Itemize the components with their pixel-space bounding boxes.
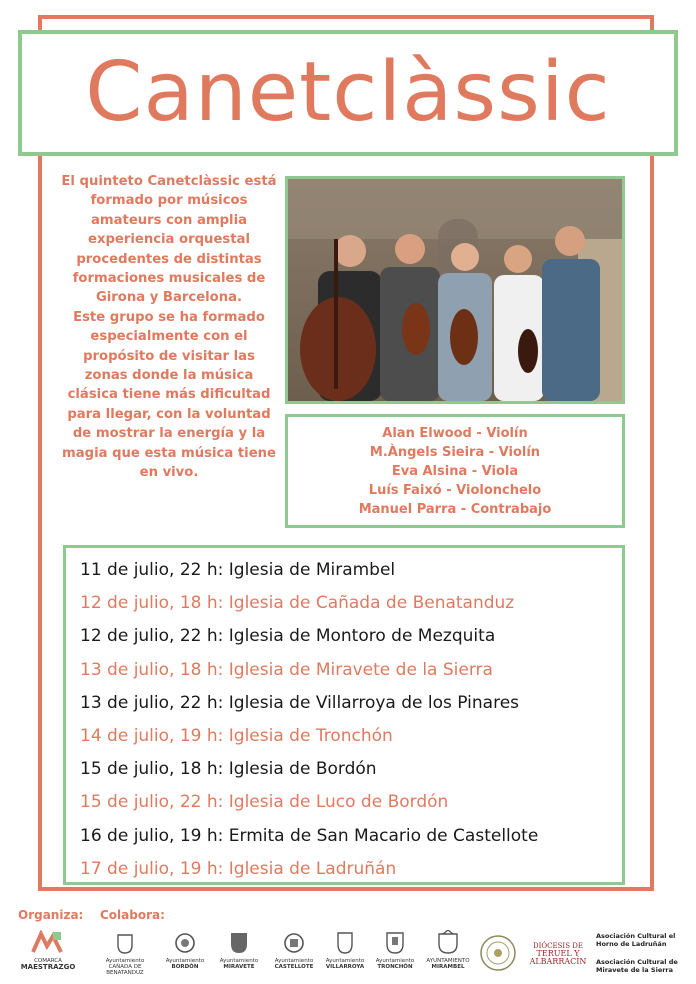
- member-1: Alan Elwood - Violín: [382, 425, 528, 441]
- poster-title: Canetclàssic: [85, 45, 611, 140]
- description-paragraph-1: El quinteto Canetclàssic está formado por músicos amateurs con amplia experiencia orquestal procedentes de distintas formaciones musicales de Girona y Barcelona.: [61, 174, 277, 306]
- coat-of-arms-icon: [337, 932, 353, 954]
- group-photo: [285, 176, 625, 404]
- seal-icon: [479, 934, 517, 972]
- schedule-item: 15 de julio, 18 h: Iglesia de Bordón: [80, 759, 377, 780]
- member-2: M.Àngels Sieira - Violín: [369, 444, 541, 460]
- association-horno-ladrunan: Asociación Cultural el Horno de Ladruñán: [596, 932, 676, 948]
- coat-of-arms-icon: [437, 930, 459, 954]
- schedule-item: 12 de julio, 22 h: Iglesia de Montoro de Mezquita: [80, 626, 496, 647]
- member-4: Luís Faixó - Violonchelo: [368, 482, 542, 498]
- member-5: Manuel Parra - Contrabajo: [358, 501, 552, 517]
- logo-canada-benatanduz: Ayuntamiento CAÑADA DE BENATANDUZ: [96, 934, 154, 976]
- schedule-item: 17 de julio, 19 h: Iglesia de Ladruñán: [80, 858, 397, 879]
- schedule-item: 11 de julio, 22 h: Iglesia de Mirambel: [80, 560, 396, 580]
- logo-miravete: Ayuntamiento MIRAVETE: [214, 932, 264, 970]
- coat-of-arms-icon: [174, 932, 196, 954]
- maestrazgo-icon: [31, 930, 65, 954]
- schedule-item: 13 de julio, 18 h: Iglesia de Miravete de la Sierra: [80, 659, 493, 680]
- group-photo-illustration: [288, 179, 622, 401]
- title-box: [18, 30, 678, 156]
- schedule-item: 16 de julio, 19 h: Ermita de San Macario de Castellote: [80, 825, 539, 846]
- logo-mirambel: AYUNTAMIENTO MIRAMBEL: [424, 930, 472, 970]
- coat-of-arms-icon: [283, 932, 305, 954]
- schedule-item: 15 de julio, 22 h: Iglesia de Luco de Bordón: [80, 792, 449, 813]
- association-miravete: Asociación Cultural de Miravete de la Sierra: [596, 958, 678, 974]
- member-3: Eva Alsina - Viola: [391, 463, 519, 479]
- organiza-label: Organiza:: [18, 908, 84, 922]
- logo-bordon: Ayuntamiento BORDÓN: [162, 932, 208, 970]
- schedule-item: 12 de julio, 18 h: Iglesia de Cañada de Benatanduz: [80, 593, 515, 614]
- description: [60, 172, 278, 483]
- logo-villarroya: Ayuntamiento VILLARROYA: [322, 932, 368, 970]
- coat-of-arms-icon: [230, 932, 248, 954]
- schedule-box: [63, 545, 625, 885]
- seal-logo: [478, 934, 518, 974]
- coat-of-arms-icon: [117, 934, 133, 954]
- schedule-item: 14 de julio, 19 h: Iglesia de Tronchón: [80, 726, 393, 747]
- members-box: [285, 414, 625, 528]
- logo-tronchon: Ayuntamiento TRONCHÓN: [372, 932, 418, 970]
- coat-of-arms-icon: [386, 932, 404, 954]
- diocese-logo: DIÓCESIS DE TERUEL Y ALBARRACÍN: [529, 942, 587, 966]
- description-paragraph-2: Este grupo se ha formado especialmente con el propósito de visitar las zonas donde la música clásica tiene más dificultad para llegar, con la voluntad de mostrar la energía y la magia que esta música tiene en vivo.: [62, 309, 276, 481]
- schedule-item: 13 de julio, 22 h: Iglesia de Villarroya de los Pinares: [80, 692, 520, 713]
- sponsor-logos: [0, 928, 696, 984]
- comarca-maestrazgo-logo: COMARCA MAESTRAZGO: [18, 930, 78, 970]
- colabora-label: Colabora:: [100, 908, 165, 922]
- logo-castellote: Ayuntamiento CASTELLOTE: [270, 932, 318, 970]
